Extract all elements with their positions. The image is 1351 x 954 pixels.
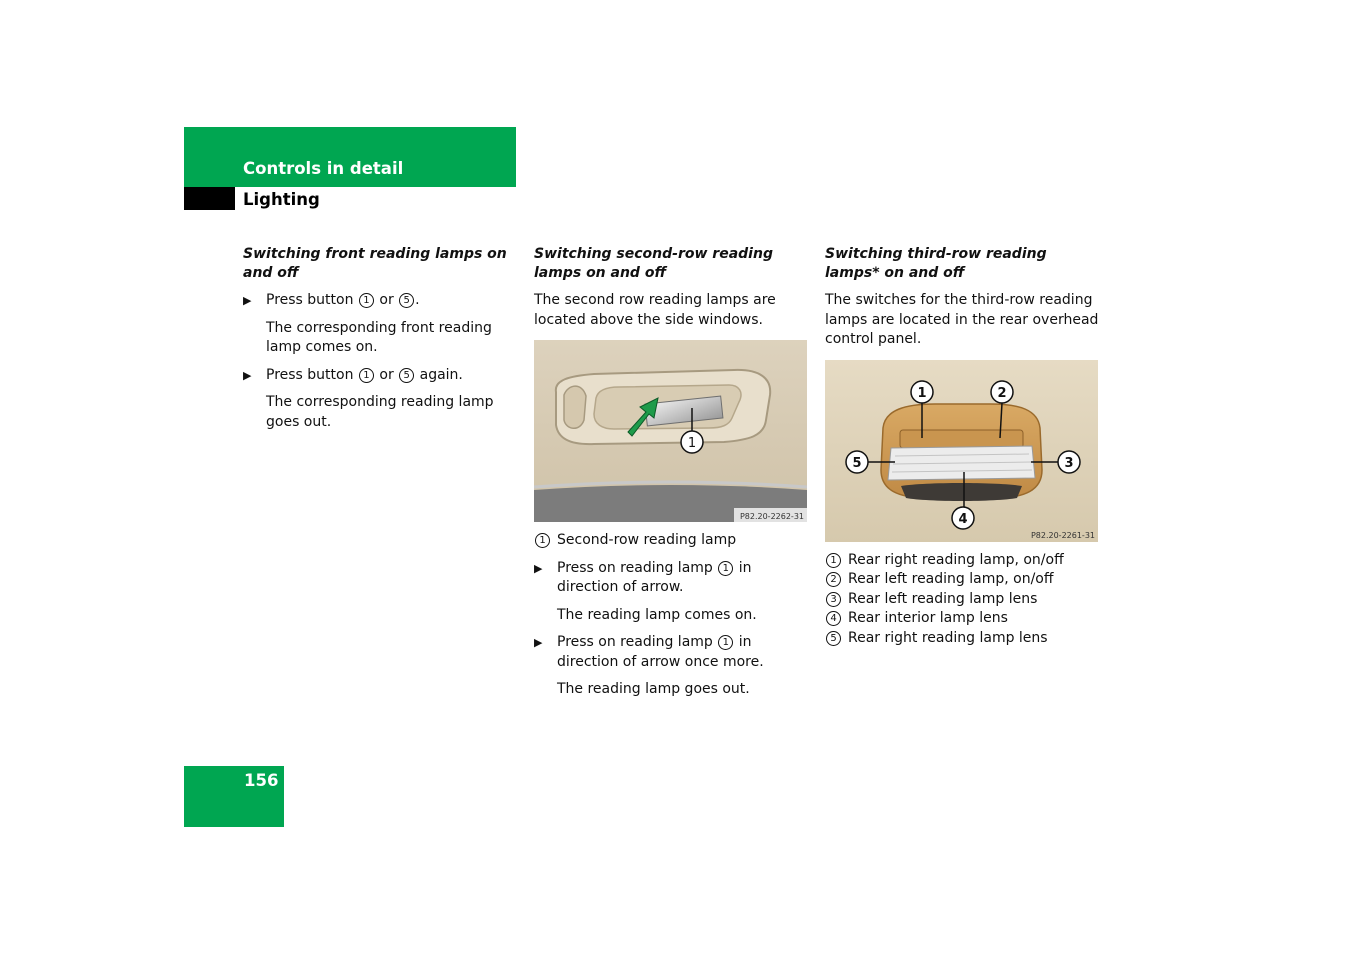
section-marker (184, 187, 235, 210)
instruction-step: ▶ Press button 1 or 5 again. (243, 366, 523, 386)
chapter-title: Controls in detail (243, 159, 404, 178)
header-bar (184, 127, 516, 187)
instruction-step: ▶ Press on reading lamp 1 in direction of arrow. (534, 559, 752, 595)
callout-number: 1 (718, 561, 733, 576)
play-arrow-icon: ▶ (534, 636, 543, 649)
callout-number: 2 (826, 572, 841, 587)
section-heading: Switching front reading lamps on and off (243, 246, 507, 281)
column-second-row-lamps (534, 245, 810, 708)
callout-number: 3 (826, 592, 841, 607)
second-row-lamp-figure (534, 340, 807, 522)
handle-grip (564, 386, 586, 428)
callout-number: 1 (718, 635, 733, 650)
callout-label: 1 (917, 385, 927, 401)
step-result: The reading lamp goes out. (557, 681, 750, 697)
section-heading: Switching third-row reading lamps* on and off (825, 246, 1047, 281)
switch-bar (900, 430, 1023, 448)
instruction-step: ▶ Press button 1 or 5 . (243, 291, 523, 311)
callout-label: 5 (852, 455, 862, 471)
legend-item: 2 Rear left reading lamp, on/off (825, 570, 1101, 590)
figure-code: P82.20-2262-31 (739, 512, 804, 521)
figure-code: P82.20-2261-31 (1030, 530, 1095, 540)
intro-text: The second row reading lamps are located above the side windows. (534, 292, 776, 328)
intro-text: The switches for the third-row reading lamps are located in the rear overhead control panel. (825, 292, 1099, 347)
callout-label: 1 (687, 436, 697, 451)
callout-label: 3 (1064, 455, 1074, 471)
interior-lamp-lens (901, 483, 1022, 501)
figure-legend (825, 551, 1101, 649)
play-arrow-icon: ▶ (243, 294, 252, 307)
callout-number: 5 (826, 631, 841, 646)
step-result: The corresponding front reading lamp comes on. (266, 319, 492, 355)
callout-number: 1 (826, 553, 841, 568)
instruction-step: ▶ Press on reading lamp 1 in direction of arrow once more. (534, 634, 764, 670)
legend-item: 1 Second-row reading lamp (534, 531, 810, 551)
step-result: The reading lamp comes on. (557, 606, 757, 623)
callout-number: 1 (359, 368, 374, 383)
page-number: 156 (244, 771, 279, 790)
column-front-reading-lamps (243, 245, 523, 440)
column-third-row-lamps (825, 245, 1101, 648)
legend-item: 1 Rear right reading lamp, on/off (825, 551, 1101, 571)
callout-label: 2 (997, 385, 1007, 401)
section-heading: Switching second-row reading lamps on and off (534, 246, 773, 281)
callout-number: 5 (399, 368, 414, 383)
step-result: The corresponding reading lamp goes out. (266, 394, 494, 430)
callout-label: 4 (958, 511, 968, 527)
callout-number: 1 (359, 293, 374, 308)
callout-number: 1 (535, 533, 550, 548)
overhead-panel-figure (825, 360, 1098, 542)
play-arrow-icon: ▶ (243, 368, 252, 382)
section-title: Lighting (243, 190, 320, 209)
legend-item: 4 Rear interior lamp lens (825, 609, 1101, 629)
callout-number: 4 (826, 611, 841, 626)
legend-item: 5 Rear right reading lamp lens (825, 629, 1101, 649)
callout-number: 5 (399, 293, 414, 308)
play-arrow-icon: ▶ (534, 561, 543, 575)
legend-item: 3 Rear left reading lamp lens (825, 590, 1101, 610)
